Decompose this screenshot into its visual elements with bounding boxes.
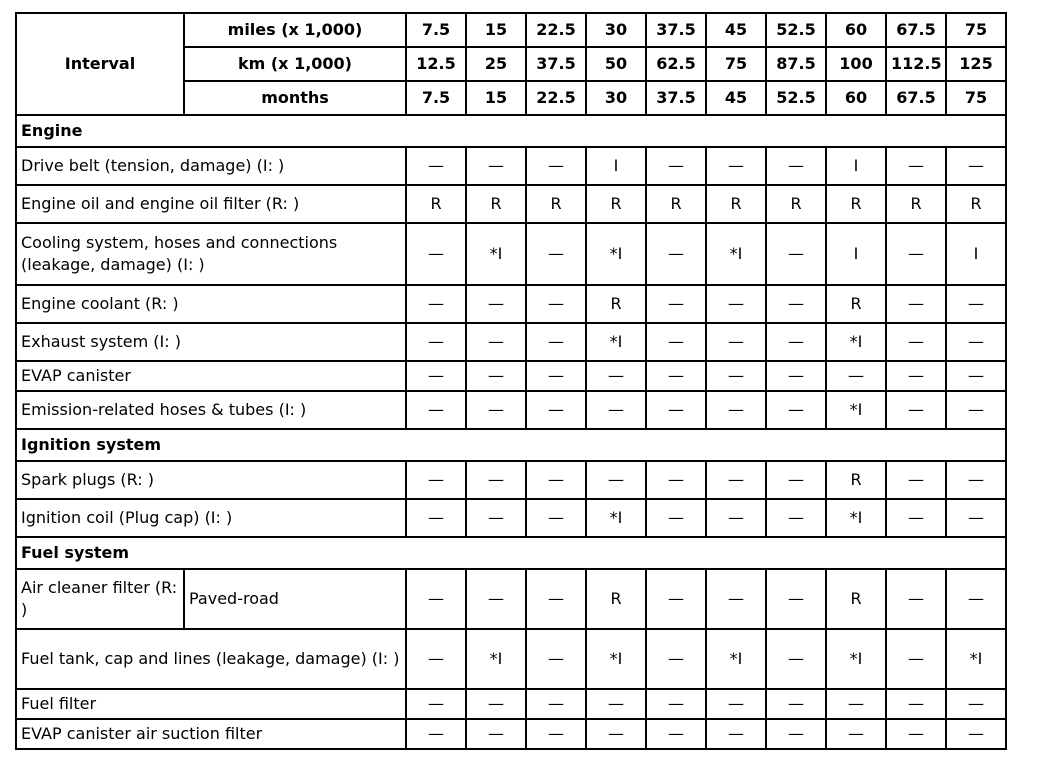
- schedule-cell: —: [406, 499, 466, 537]
- schedule-cell: —: [466, 499, 526, 537]
- schedule-cell: —: [946, 719, 1006, 749]
- section-title: Fuel system: [16, 537, 1006, 569]
- schedule-cell: —: [406, 569, 466, 629]
- schedule-cell: R: [646, 185, 706, 223]
- item-label: Ignition coil (Plug cap) (I: ): [16, 499, 406, 537]
- schedule-cell: I: [826, 223, 886, 285]
- schedule-cell: R: [586, 185, 646, 223]
- schedule-cell: —: [886, 629, 946, 689]
- schedule-cell: —: [886, 499, 946, 537]
- interval-value: 22.5: [526, 81, 586, 115]
- section-row: [16, 115, 1006, 147]
- interval-value: 45: [706, 13, 766, 47]
- schedule-cell: —: [526, 461, 586, 499]
- item-label: Cooling system, hoses and connections (leakage, damage) (I: ): [16, 223, 406, 285]
- schedule-cell: —: [886, 391, 946, 429]
- item-label: EVAP canister: [16, 361, 406, 391]
- schedule-cell: —: [706, 285, 766, 323]
- interval-value: 50: [586, 47, 646, 81]
- interval-value: 30: [586, 13, 646, 47]
- schedule-cell: —: [946, 285, 1006, 323]
- schedule-cell: *I: [826, 323, 886, 361]
- schedule-cell: R: [466, 185, 526, 223]
- schedule-cell: —: [646, 361, 706, 391]
- schedule-cell: —: [766, 223, 826, 285]
- schedule-cell: —: [586, 689, 646, 719]
- interval-label: Interval: [16, 13, 184, 115]
- item-row: [16, 185, 1006, 223]
- interval-value: 12.5: [406, 47, 466, 81]
- schedule-cell: —: [886, 147, 946, 185]
- schedule-cell: —: [706, 719, 766, 749]
- interval-value: 15: [466, 13, 526, 47]
- item-row: [16, 569, 1006, 629]
- item-label: Exhaust system (I: ): [16, 323, 406, 361]
- schedule-cell: *I: [826, 391, 886, 429]
- schedule-cell: —: [946, 689, 1006, 719]
- schedule-cell: —: [526, 719, 586, 749]
- maintenance-schedule-table: [15, 12, 1007, 750]
- schedule-cell: —: [766, 689, 826, 719]
- item-label: Air cleaner filter (R: ): [16, 569, 184, 629]
- item-sublabel: Paved-road: [184, 569, 406, 629]
- schedule-cell: —: [886, 361, 946, 391]
- schedule-cell: —: [946, 461, 1006, 499]
- interval-unit-label: miles (x 1,000): [184, 13, 406, 47]
- interval-value: 87.5: [766, 47, 826, 81]
- interval-value: 75: [706, 47, 766, 81]
- schedule-cell: —: [406, 361, 466, 391]
- schedule-cell: —: [826, 719, 886, 749]
- schedule-cell: —: [826, 361, 886, 391]
- schedule-cell: —: [766, 461, 826, 499]
- interval-value: 67.5: [886, 13, 946, 47]
- interval-value: 112.5: [886, 47, 946, 81]
- schedule-cell: —: [526, 285, 586, 323]
- schedule-cell: —: [466, 323, 526, 361]
- schedule-cell: R: [826, 461, 886, 499]
- schedule-cell: *I: [586, 499, 646, 537]
- schedule-cell: R: [826, 285, 886, 323]
- schedule-cell: —: [646, 391, 706, 429]
- item-row: [16, 323, 1006, 361]
- item-row: [16, 461, 1006, 499]
- schedule-cell: —: [766, 361, 826, 391]
- schedule-cell: —: [586, 461, 646, 499]
- schedule-cell: R: [886, 185, 946, 223]
- schedule-cell: —: [406, 391, 466, 429]
- schedule-cell: *I: [586, 323, 646, 361]
- interval-value: 37.5: [646, 81, 706, 115]
- schedule-cell: —: [766, 323, 826, 361]
- item-label: Engine oil and engine oil filter (R: ): [16, 185, 406, 223]
- interval-value: 15: [466, 81, 526, 115]
- item-label: Fuel filter: [16, 689, 406, 719]
- schedule-cell: —: [886, 689, 946, 719]
- schedule-cell: —: [466, 147, 526, 185]
- interval-value: 67.5: [886, 81, 946, 115]
- schedule-cell: —: [526, 499, 586, 537]
- schedule-cell: —: [586, 391, 646, 429]
- schedule-cell: —: [406, 285, 466, 323]
- schedule-body: [16, 13, 1006, 749]
- schedule-cell: —: [706, 391, 766, 429]
- section-title: Ignition system: [16, 429, 1006, 461]
- schedule-cell: —: [646, 629, 706, 689]
- item-row: [16, 499, 1006, 537]
- interval-value: 75: [946, 13, 1006, 47]
- schedule-cell: R: [766, 185, 826, 223]
- schedule-cell: —: [586, 361, 646, 391]
- interval-value: 52.5: [766, 81, 826, 115]
- schedule-cell: —: [946, 361, 1006, 391]
- schedule-cell: —: [466, 361, 526, 391]
- interval-value: 52.5: [766, 13, 826, 47]
- schedule-cell: —: [406, 147, 466, 185]
- schedule-cell: *I: [586, 629, 646, 689]
- schedule-cell: —: [946, 323, 1006, 361]
- item-label: Drive belt (tension, damage) (I: ): [16, 147, 406, 185]
- section-title: Engine: [16, 115, 1006, 147]
- schedule-cell: —: [526, 361, 586, 391]
- schedule-cell: —: [706, 361, 766, 391]
- schedule-cell: —: [466, 461, 526, 499]
- interval-value: 60: [826, 13, 886, 47]
- schedule-cell: —: [526, 223, 586, 285]
- section-row: [16, 537, 1006, 569]
- schedule-cell: —: [646, 499, 706, 537]
- item-row: [16, 361, 1006, 391]
- schedule-cell: —: [406, 223, 466, 285]
- schedule-cell: —: [946, 499, 1006, 537]
- schedule-cell: —: [526, 629, 586, 689]
- schedule-cell: I: [946, 223, 1006, 285]
- schedule-cell: —: [766, 629, 826, 689]
- schedule-cell: —: [886, 461, 946, 499]
- item-label: Emission-related hoses & tubes (I: ): [16, 391, 406, 429]
- item-row: [16, 391, 1006, 429]
- schedule-cell: —: [406, 323, 466, 361]
- schedule-cell: —: [706, 147, 766, 185]
- schedule-cell: —: [766, 285, 826, 323]
- section-row: [16, 429, 1006, 461]
- schedule-cell: —: [886, 719, 946, 749]
- schedule-cell: R: [586, 569, 646, 629]
- schedule-cell: —: [406, 689, 466, 719]
- schedule-cell: —: [526, 147, 586, 185]
- schedule-cell: —: [466, 689, 526, 719]
- item-row: [16, 223, 1006, 285]
- schedule-cell: *I: [946, 629, 1006, 689]
- schedule-cell: —: [706, 569, 766, 629]
- schedule-cell: —: [646, 719, 706, 749]
- item-row: [16, 147, 1006, 185]
- interval-value: 62.5: [646, 47, 706, 81]
- interval-value: 60: [826, 81, 886, 115]
- item-label: EVAP canister air suction filter: [16, 719, 406, 749]
- schedule-cell: *I: [586, 223, 646, 285]
- item-row: [16, 719, 1006, 749]
- schedule-cell: *I: [706, 629, 766, 689]
- interval-value: 7.5: [406, 81, 466, 115]
- item-label: Engine coolant (R: ): [16, 285, 406, 323]
- schedule-cell: —: [466, 285, 526, 323]
- schedule-cell: R: [586, 285, 646, 323]
- schedule-cell: —: [406, 629, 466, 689]
- schedule-cell: —: [766, 719, 826, 749]
- schedule-cell: —: [706, 689, 766, 719]
- schedule-cell: I: [826, 147, 886, 185]
- item-label: Spark plugs (R: ): [16, 461, 406, 499]
- schedule-cell: —: [946, 569, 1006, 629]
- schedule-cell: —: [646, 147, 706, 185]
- schedule-cell: —: [886, 223, 946, 285]
- schedule-cell: —: [646, 461, 706, 499]
- schedule-cell: R: [826, 185, 886, 223]
- interval-value: 22.5: [526, 13, 586, 47]
- schedule-cell: —: [586, 719, 646, 749]
- schedule-cell: —: [526, 391, 586, 429]
- schedule-cell: —: [766, 147, 826, 185]
- schedule-cell: R: [526, 185, 586, 223]
- schedule-cell: *I: [466, 629, 526, 689]
- interval-value: 45: [706, 81, 766, 115]
- schedule-cell: *I: [826, 629, 886, 689]
- schedule-cell: *I: [466, 223, 526, 285]
- schedule-cell: —: [706, 323, 766, 361]
- interval-value: 30: [586, 81, 646, 115]
- schedule-cell: —: [466, 391, 526, 429]
- schedule-cell: —: [826, 689, 886, 719]
- schedule-cell: R: [706, 185, 766, 223]
- schedule-cell: —: [766, 499, 826, 537]
- schedule-cell: —: [646, 569, 706, 629]
- schedule-cell: —: [886, 569, 946, 629]
- schedule-cell: *I: [826, 499, 886, 537]
- item-row: [16, 629, 1006, 689]
- item-row: [16, 285, 1006, 323]
- schedule-cell: —: [946, 147, 1006, 185]
- item-row: [16, 689, 1006, 719]
- interval-value: 25: [466, 47, 526, 81]
- schedule-cell: —: [706, 499, 766, 537]
- interval-value: 100: [826, 47, 886, 81]
- schedule-cell: —: [526, 323, 586, 361]
- schedule-cell: R: [946, 185, 1006, 223]
- schedule-cell: —: [526, 569, 586, 629]
- interval-unit-label: months: [184, 81, 406, 115]
- schedule-cell: —: [766, 569, 826, 629]
- item-label: Fuel tank, cap and lines (leakage, damage) (I: ): [16, 629, 406, 689]
- schedule-cell: —: [646, 285, 706, 323]
- schedule-cell: —: [646, 689, 706, 719]
- schedule-cell: *I: [706, 223, 766, 285]
- schedule-cell: I: [586, 147, 646, 185]
- schedule-cell: —: [646, 223, 706, 285]
- schedule-cell: —: [946, 391, 1006, 429]
- schedule-cell: —: [466, 569, 526, 629]
- schedule-cell: R: [826, 569, 886, 629]
- schedule-cell: —: [406, 719, 466, 749]
- schedule-cell: —: [886, 323, 946, 361]
- interval-value: 7.5: [406, 13, 466, 47]
- interval-value: 125: [946, 47, 1006, 81]
- schedule-cell: R: [406, 185, 466, 223]
- schedule-cell: —: [526, 689, 586, 719]
- interval-unit-label: km (x 1,000): [184, 47, 406, 81]
- header-row: [16, 13, 1006, 47]
- schedule-cell: —: [886, 285, 946, 323]
- interval-value: 75: [946, 81, 1006, 115]
- schedule-cell: —: [466, 719, 526, 749]
- schedule-cell: —: [766, 391, 826, 429]
- interval-value: 37.5: [526, 47, 586, 81]
- interval-value: 37.5: [646, 13, 706, 47]
- schedule-cell: —: [646, 323, 706, 361]
- schedule-cell: —: [706, 461, 766, 499]
- schedule-cell: —: [406, 461, 466, 499]
